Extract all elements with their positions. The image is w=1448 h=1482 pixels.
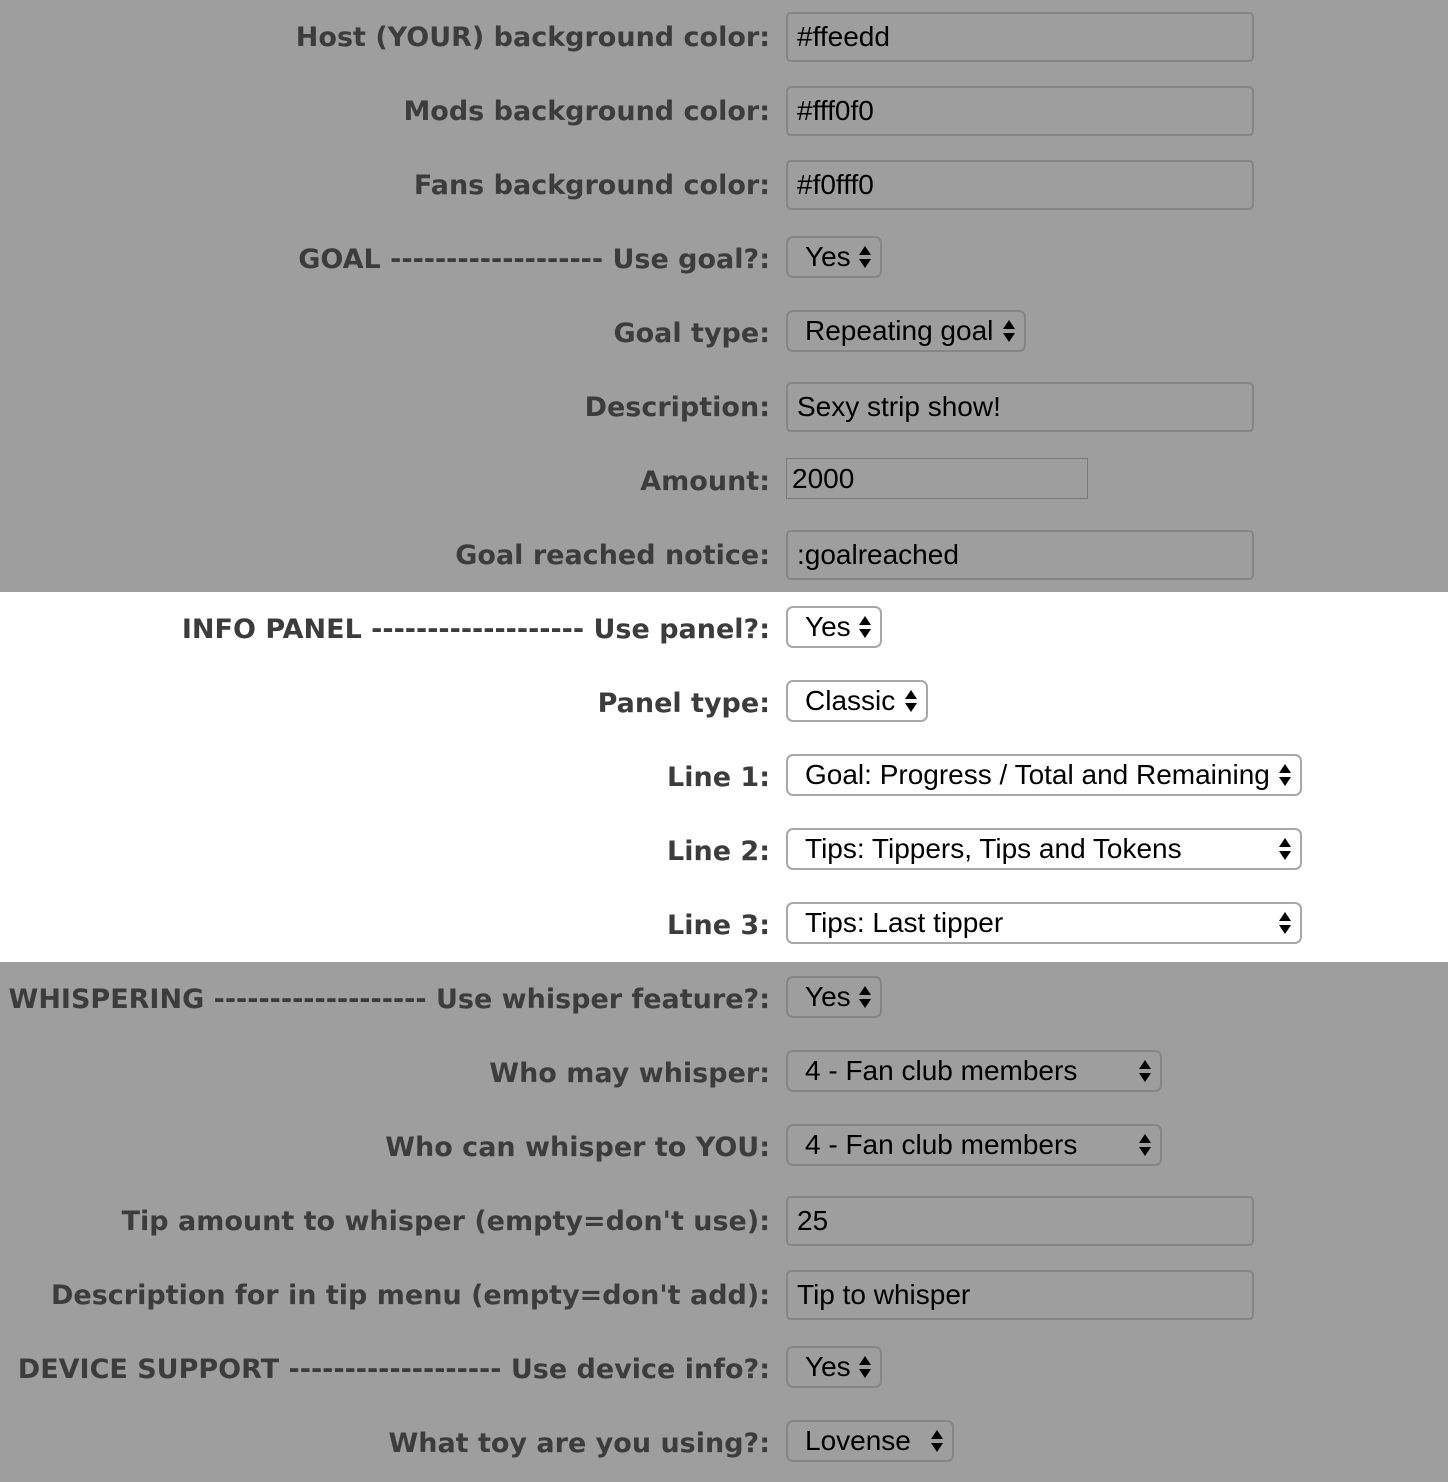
use-whisper-row [0,962,1448,1036]
who-can-you-select[interactable] [786,1124,1162,1166]
tip-amount-input[interactable]: 25 [786,1196,1254,1246]
toy-label: What toy are you using?: [388,1428,770,1459]
use-panel-row [0,592,1448,666]
select-arrows-icon [1278,910,1292,936]
panel-type-label: Panel type: [597,688,770,719]
goal-reached-input[interactable]: :goalreached [786,530,1254,580]
select-arrows-icon [904,688,918,714]
use-device-select[interactable] [786,1346,882,1388]
fans-bg-label: Fans background color: [413,170,770,201]
line2-label: Line 2: [667,836,770,867]
use-goal-value: Yes [805,241,851,272]
host-bg-label: Host (YOUR) background color: [295,22,770,53]
who-can-you-label: Who can whisper to YOU: [385,1132,770,1163]
select-arrows-icon [858,984,872,1010]
select-arrows-icon [1138,1058,1152,1084]
host-bg-row [0,0,1448,74]
goal-reached-label: Goal reached notice: [455,540,770,571]
whisper-device-section [0,962,1448,1480]
select-arrows-icon [858,614,872,640]
use-device-label: DEVICE SUPPORT ------------------- Use device info?: [17,1354,770,1385]
panel-type-select[interactable] [786,680,928,722]
fans-bg-input[interactable]: #f0fff0 [786,160,1254,210]
fans-bg-row [0,148,1448,222]
goal-reached-row [0,518,1448,592]
goal-type-value: Repeating goal [805,315,994,346]
goal-type-row [0,296,1448,370]
who-can-you-row [0,1110,1448,1184]
line1-label: Line 1: [667,762,770,793]
amount-label: Amount: [640,466,770,497]
amount-input[interactable]: 2000 [786,458,1088,499]
mods-bg-row [0,74,1448,148]
host-bg-input[interactable]: #ffeedd [786,12,1254,62]
who-may-value: 4 - Fan club members [805,1055,1078,1086]
use-panel-select[interactable] [786,606,882,648]
tip-desc-input[interactable]: Tip to whisper [786,1270,1254,1320]
line2-select[interactable] [786,828,1302,870]
tip-amount-row [0,1184,1448,1258]
who-may-label: Who may whisper: [489,1058,770,1089]
toy-select[interactable] [786,1420,954,1462]
tip-amount-label: Tip amount to whisper (empty=don't use): [121,1206,770,1237]
use-whisper-select[interactable] [786,976,882,1018]
line2-row [0,814,1448,888]
use-goal-row [0,222,1448,296]
line3-row [0,888,1448,962]
select-arrows-icon [1002,318,1016,344]
select-arrows-icon [858,244,872,270]
goal-type-label: Goal type: [613,318,770,349]
use-panel-label: INFO PANEL ------------------- Use panel?: [181,614,770,645]
description-input[interactable]: Sexy strip show! [786,382,1254,432]
use-whisper-value: Yes [805,981,851,1012]
who-may-row [0,1036,1448,1110]
line1-row [0,740,1448,814]
who-may-select[interactable] [786,1050,1162,1092]
who-can-you-value: 4 - Fan club members [805,1129,1078,1160]
line3-value: Tips: Last tipper [805,907,1004,938]
select-arrows-icon [858,1354,872,1380]
select-arrows-icon [930,1428,944,1454]
description-row [0,370,1448,444]
panel-type-row [0,666,1448,740]
use-device-value: Yes [805,1351,851,1382]
line2-value: Tips: Tippers, Tips and Tokens [805,833,1182,864]
use-panel-value: Yes [805,611,851,642]
use-device-row [0,1332,1448,1406]
use-goal-label: GOAL ------------------- Use goal?: [298,244,770,275]
toy-value: Lovense [805,1425,911,1456]
line1-select[interactable] [786,754,1302,796]
panel-type-value: Classic [805,685,896,716]
select-arrows-icon [1278,762,1292,788]
line3-select[interactable] [786,902,1302,944]
mods-bg-label: Mods background color: [403,96,770,127]
colors-and-goal-section [0,0,1448,592]
select-arrows-icon [1138,1132,1152,1158]
tip-desc-label: Description for in tip menu (empty=don't add): [50,1280,770,1311]
mods-bg-input[interactable]: #fff0f0 [786,86,1254,136]
line3-label: Line 3: [667,910,770,941]
goal-type-select[interactable] [786,310,1026,352]
info-panel-section [0,592,1448,962]
description-label: Description: [584,392,770,423]
use-whisper-label: WHISPERING ------------------- Use whisper feature?: [8,984,770,1015]
tip-desc-row [0,1258,1448,1332]
amount-row [0,444,1448,518]
toy-row [0,1406,1448,1480]
use-goal-select[interactable] [786,236,882,278]
select-arrows-icon [1278,836,1292,862]
line1-value: Goal: Progress / Total and Remaining [805,759,1270,790]
